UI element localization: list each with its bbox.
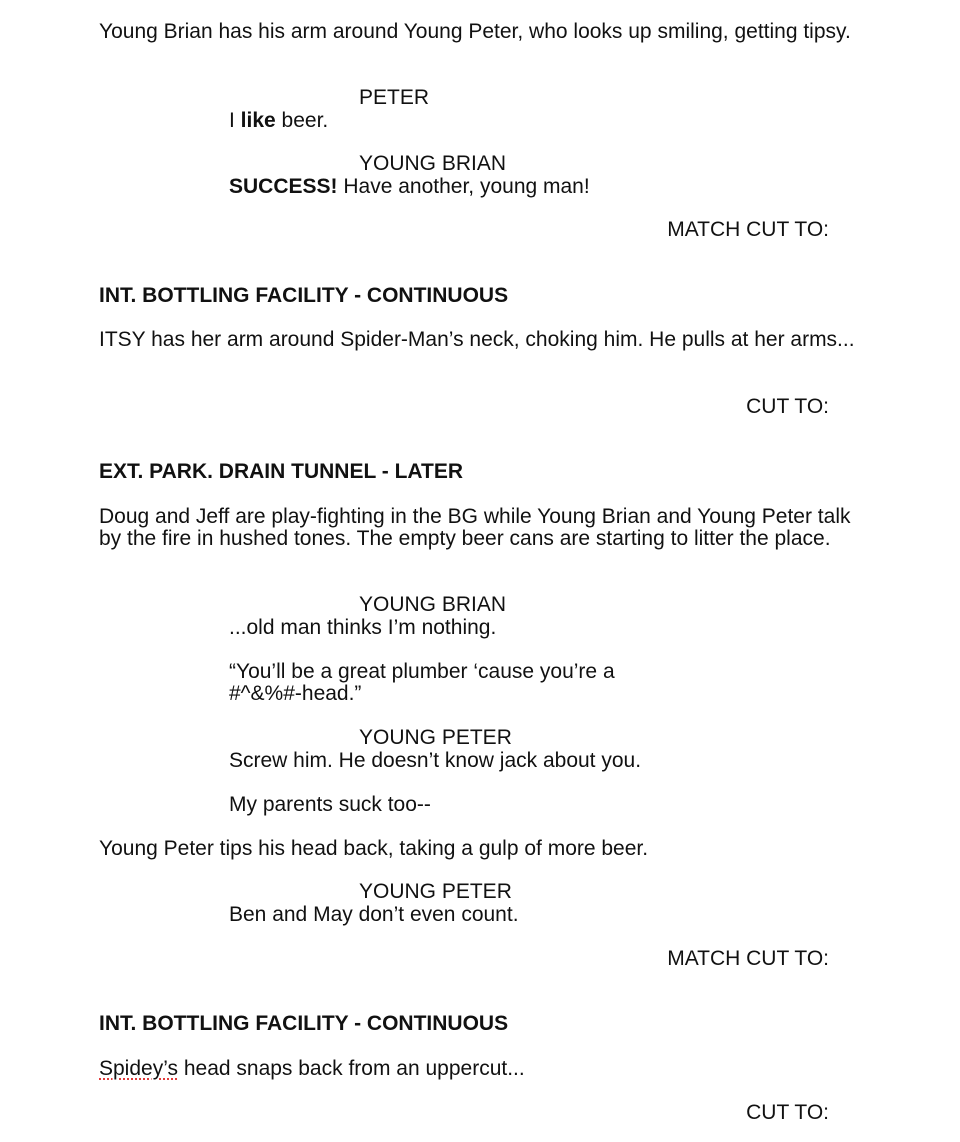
action-line: ITSY has her arm around Spider-Man’s neck, choking him. He pulls at her arms... <box>99 328 855 351</box>
dialogue-line <box>229 110 649 132</box>
action-line: Young Brian has his arm around Young Peter, who looks up smiling, getting tipsy. <box>99 20 851 43</box>
scene-heading: INT. BOTTLING FACILITY - CONTINUOUS <box>99 1012 509 1035</box>
dialogue-line: My parents suck too-- <box>229 793 431 816</box>
dialogue-line: ...old man thinks I’m nothing. <box>229 616 497 639</box>
action-line: Young Peter tips his head back, taking a gulp of more beer. <box>99 837 649 860</box>
transition: MATCH CUT TO: <box>667 947 829 970</box>
action-line: Doug and Jeff are play-fighting in the BG while Young Brian and Young Peter talk by the fire in hushed tones. The empty beer cans are starting to litter the place. <box>99 505 851 550</box>
dialogue-line: Screw him. He doesn’t know jack about you. <box>229 749 642 772</box>
character-name: YOUNG PETER <box>359 880 512 903</box>
action-text: head snaps back from an uppercut... <box>178 1057 525 1080</box>
character-name: PETER <box>359 86 430 109</box>
action-line <box>99 1058 859 1080</box>
scene-heading: INT. BOTTLING FACILITY - CONTINUOUS <box>99 284 509 307</box>
transition: MATCH CUT TO: <box>667 218 829 241</box>
dialogue-text: Have another, young man! <box>337 175 590 198</box>
transition: CUT TO: <box>746 395 829 418</box>
character-name: YOUNG BRIAN <box>359 593 507 616</box>
dialogue-text: beer. <box>275 109 329 132</box>
dialogue-line: “You’ll be a great plumber ‘cause you’re a #^&%#-head.” <box>229 660 615 705</box>
dialogue-text: I <box>229 109 241 132</box>
scene-heading: EXT. PARK. DRAIN TUNNEL - LATER <box>99 460 464 483</box>
character-name: YOUNG BRIAN <box>359 152 507 175</box>
dialogue-line: Ben and May don’t even count. <box>229 903 519 926</box>
misspelled-word[interactable]: Spidey’s <box>99 1057 178 1080</box>
character-name: YOUNG PETER <box>359 726 512 749</box>
dialogue-line <box>229 176 649 198</box>
transition: CUT TO: <box>746 1101 829 1124</box>
dialogue-emphasis: like <box>240 109 276 132</box>
dialogue-emphasis: SUCCESS! <box>229 175 338 198</box>
